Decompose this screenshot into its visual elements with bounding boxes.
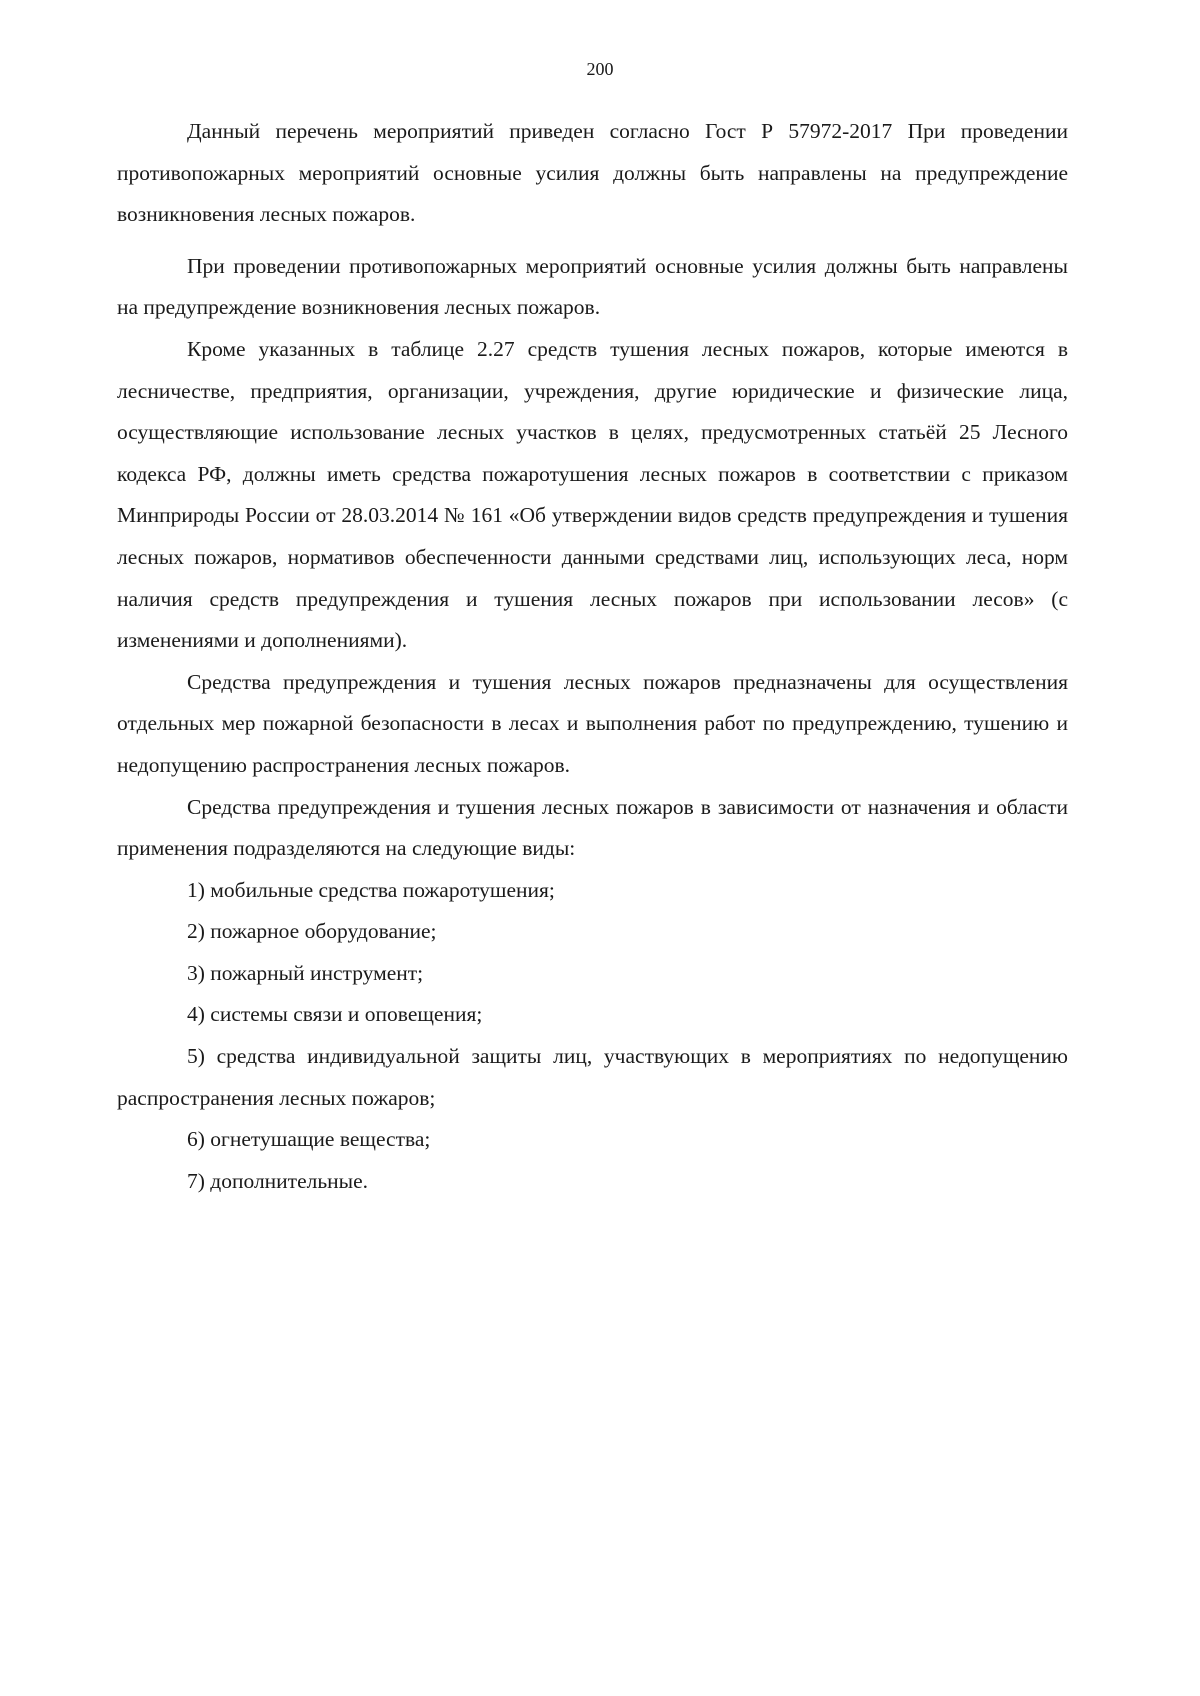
paragraph-firefighting-means: Кроме указанных в таблице 2.27 средств тушения лесных пожаров, которые имеются в лесничестве, предприятия, организации, учреждения, другие юридические и физические лица, осуществляющие использование лесных участков в целях, предусмотренных статьёй 25 Лесного кодекса РФ, должны иметь средства пожаротушения лесных пожаров в соответствии с приказом Минприроды России от 28.03.2014 № 161 «Об утверждении видов средств предупреждения и тушения лесных пожаров, нормативов обеспеченности данными средствами лиц, использующих леса, норм наличия средств предупреждения и тушения лесных пожаров при использовании лесов» (с изменениями и дополнениями). (117, 336, 1068, 653)
list-item: 7) дополнительные. (187, 1168, 369, 1193)
paragraph-gost-reference: Данный перечень мероприятий приведен согласно Гост Р 57972-2017 При проведении противопожарных мероприятий основные усилия должны быть направлены на предупреждение возникновения лесных пожаров. (117, 119, 1068, 227)
document-body (117, 111, 1068, 1202)
page-number: 200 (586, 59, 614, 79)
list-item: 6) огнетушащие вещества; (187, 1127, 431, 1152)
list-item: 3) пожарный инструмент; (187, 960, 424, 985)
types-list (117, 870, 1068, 1203)
list-item: 5) средства индивидуальной защиты лиц, участвующих в мероприятиях по недопущению распространения лесных пожаров; (117, 1044, 1068, 1110)
paragraph-types-intro: Средства предупреждения и тушения лесных пожаров в зависимости от назначения и области применения подразделяются на следующие виды: (117, 794, 1068, 861)
paragraph-purpose: Средства предупреждения и тушения лесных пожаров предназначены для осуществления отдельных мер пожарной безопасности в лесах и выполнения работ по предупреждению, тушению и недопущению распространения лесных пожаров. (117, 669, 1068, 777)
list-item: 1) мобильные средства пожаротушения; (187, 877, 555, 902)
paragraph-main-efforts: При проведении противопожарных мероприятий основные усилия должны быть направлены на предупреждение возникновения лесных пожаров. (117, 253, 1068, 320)
list-item: 2) пожарное оборудование; (187, 919, 437, 944)
list-item: 4) системы связи и оповещения; (187, 1002, 483, 1027)
